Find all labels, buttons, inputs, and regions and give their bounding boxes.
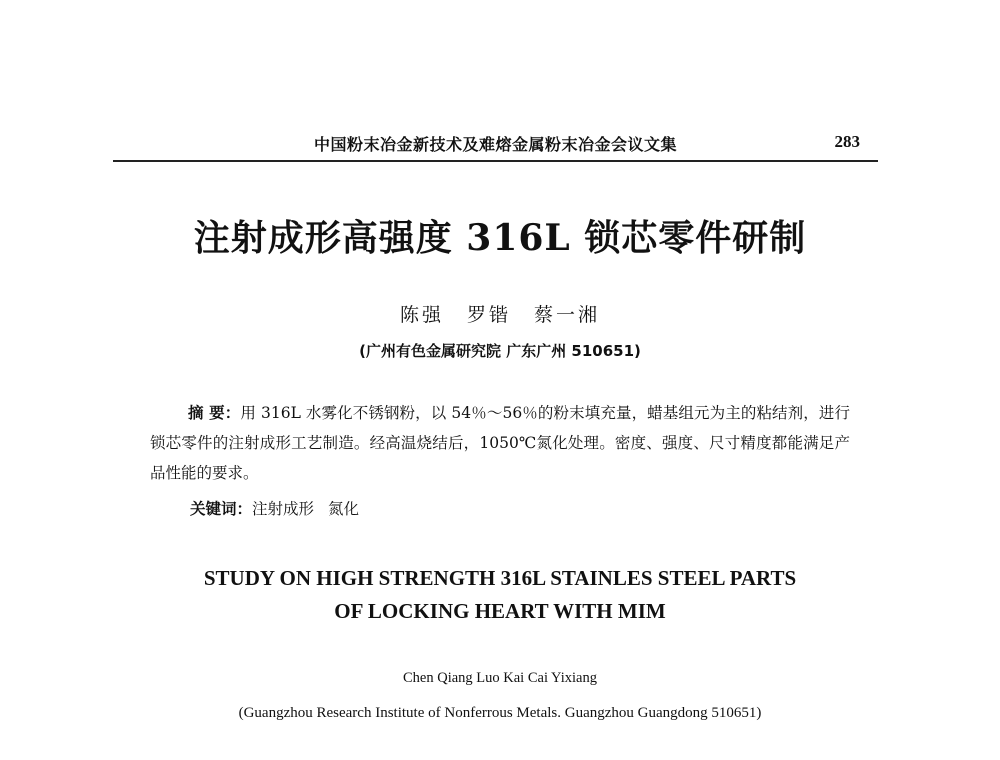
keywords bbox=[190, 497, 359, 519]
paper-title-english bbox=[0, 562, 1000, 628]
running-header bbox=[113, 128, 878, 162]
abstract-label: 摘 要： bbox=[188, 404, 241, 422]
affiliation-chinese: (广州有色金属研究院 广东广州 510651) bbox=[359, 342, 641, 360]
english-title-line-2: OF LOCKING HEART WITH MIM bbox=[334, 599, 666, 623]
abstract-text: 用 316L 水雾化不锈钢粉，以 54％～56％的粉末填充量，蜡基组元为主的粘结剂，进行锁芯零件的注射成形工艺制造。经高温烧结后，1050℃氮化处理。密度、强度、尺寸精度都能满足产品性能的要求。 bbox=[150, 404, 850, 482]
authors-chinese: 陈强 罗锴 蔡一湘 bbox=[399, 304, 601, 326]
authors-english: Chen Qiang Luo Kai Cai Yixiang bbox=[403, 670, 597, 686]
keyword-item: 注射成形 bbox=[252, 500, 315, 518]
page-number: 283 bbox=[834, 132, 860, 151]
affiliation-english: (Guangzhou Research Institute of Nonferrous Metals. Guangzhou Guangdong 510651) bbox=[238, 705, 762, 721]
paper-title-chinese: 注射成形高强度 316L 锁芯零件研制 bbox=[193, 217, 807, 259]
keywords-label: 关键词： bbox=[190, 500, 253, 518]
english-title-line-1: STUDY ON HIGH STRENGTH 316L STAINLES STEEL PARTS bbox=[203, 566, 797, 590]
keyword-item: 氮化 bbox=[328, 500, 360, 518]
journal-name: 中国粉末冶金新技术及难熔金属粉末冶金会议文集 bbox=[313, 135, 677, 154]
abstract bbox=[150, 398, 850, 488]
